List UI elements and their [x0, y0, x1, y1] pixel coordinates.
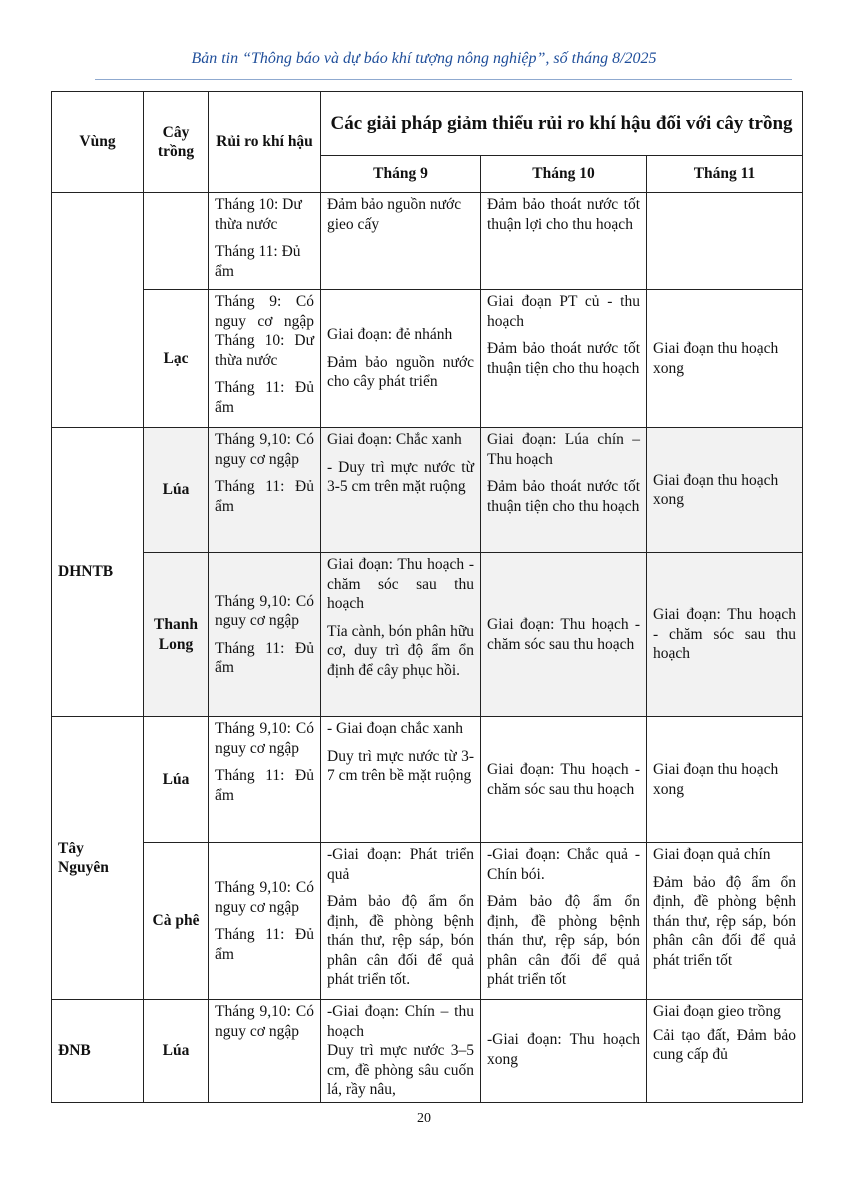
crop-cell: Lạc — [144, 290, 209, 428]
month9-cell: - Giai đoạn chắc xanh Duy trì mực nước từ 3-7 cm trên bề mặt ruộng — [321, 717, 481, 843]
region-cell: Tây Nguyên — [52, 717, 144, 1000]
month9-cell: Giai đoạn: đẻ nhánh Đảm bảo nguồn nước cho cây phát triển — [321, 290, 481, 428]
month10-cell: Giai đoạn: Thu hoạch - chăm sóc sau thu hoạch — [481, 717, 647, 843]
climate-risk-table — [51, 91, 803, 1103]
risk-cell: Tháng 9: Có nguy cơ ngập Tháng 10: Dư thừa nước Tháng 11: Đủ ẩm — [209, 290, 321, 428]
month11-cell: Giai đoạn thu hoạch xong — [647, 428, 803, 553]
month9-cell: Giai đoạn: Thu hoạch - chăm sóc sau thu hoạch Tỉa cành, bón phân hữu cơ, duy trì độ ẩm ổn định để cây phục hồi. — [321, 553, 481, 717]
region-cell: ĐNB — [52, 1000, 144, 1103]
month9-cell: -Giai đoạn: Phát triển quả Đảm bảo độ ẩm ổn định, đề phòng bệnh thán thư, rệp sáp, bón phân cân đối để quả phát triển tốt. — [321, 843, 481, 1000]
table-row — [52, 553, 803, 717]
col-header-crop: Cây trồng — [144, 92, 209, 193]
header-divider — [95, 79, 792, 80]
col-header-month10: Tháng 10 — [481, 156, 647, 193]
table-row — [52, 843, 803, 1000]
risk-cell: Tháng 10: Dư thừa nước Tháng 11: Đủ ẩm — [209, 193, 321, 290]
month11-cell: Giai đoạn gieo trồng Cải tạo đất, Đảm bảo cung cấp đủ — [647, 1000, 803, 1103]
month9-cell: -Giai đoạn: Chín – thu hoạch Duy trì mực nước 3–5 cm, đề phòng sâu cuốn lá, rầy nâu, — [321, 1000, 481, 1103]
col-header-month9: Tháng 9 — [321, 156, 481, 193]
col-header-solutions: Các giải pháp giảm thiểu rủi ro khí hậu đối với cây trồng — [321, 92, 803, 156]
table-row — [52, 1000, 803, 1103]
risk-cell: Tháng 9,10: Có nguy cơ ngập Tháng 11: Đủ ẩm — [209, 717, 321, 843]
table-row — [52, 428, 803, 553]
bulletin-header: Bản tin “Thông báo và dự báo khí tượng nông nghiệp”, số tháng 8/2025 — [191, 50, 657, 67]
month11-cell: Giai đoạn thu hoạch xong — [647, 717, 803, 843]
risk-cell: Tháng 9,10: Có nguy cơ ngập Tháng 11: Đủ ẩm — [209, 843, 321, 1000]
month10-cell: -Giai đoạn: Chắc quả - Chín bói. Đảm bảo độ ẩm ổn định, đề phòng bệnh thán thư, rệp sáp, bón phân cân đối để quả phát triển tốt — [481, 843, 647, 1000]
region-cell: DHNTB — [52, 428, 144, 717]
crop-cell: Thanh Long — [144, 553, 209, 717]
col-header-risk: Rủi ro khí hậu — [209, 92, 321, 193]
month10-cell: Đảm bảo thoát nước tốt thuận lợi cho thu hoạch — [481, 193, 647, 290]
month9-cell: Giai đoạn: Chắc xanh - Duy trì mực nước từ 3-5 cm trên mặt ruộng — [321, 428, 481, 553]
table-row — [52, 717, 803, 843]
page-number: 20 — [417, 1111, 431, 1126]
crop-cell — [144, 193, 209, 290]
risk-cell: Tháng 9,10: Có nguy cơ ngập Tháng 11: Đủ ẩm — [209, 428, 321, 553]
month10-cell: Giai đoạn: Lúa chín – Thu hoạch Đảm bảo thoát nước tốt thuận tiện cho thu hoạch — [481, 428, 647, 553]
month11-cell: Giai đoạn thu hoạch xong — [647, 290, 803, 428]
crop-cell: Lúa — [144, 717, 209, 843]
col-header-month11: Tháng 11 — [647, 156, 803, 193]
region-cell — [52, 193, 144, 428]
month10-cell: -Giai đoạn: Thu hoạch xong — [481, 1000, 647, 1103]
risk-cell: Tháng 9,10: Có nguy cơ ngập Tháng 11: Đủ ẩm — [209, 553, 321, 717]
crop-cell: Lúa — [144, 428, 209, 553]
table-row — [52, 290, 803, 428]
month11-cell — [647, 193, 803, 290]
month10-cell: Giai đoạn PT củ - thu hoạch Đảm bảo thoát nước tốt thuận tiện cho thu hoạch — [481, 290, 647, 428]
month10-cell: Giai đoạn: Thu hoạch - chăm sóc sau thu hoạch — [481, 553, 647, 717]
col-header-region: Vùng — [52, 92, 144, 193]
table-row — [52, 193, 803, 290]
month11-cell: Giai đoạn quả chín Đảm bảo độ ẩm ổn định, đề phòng bệnh thán thư, rệp sáp, bón phân cân đối để quả phát triển tốt — [647, 843, 803, 1000]
month9-cell: Đảm bảo nguồn nước gieo cấy — [321, 193, 481, 290]
risk-cell: Tháng 9,10: Có nguy cơ ngập — [209, 1000, 321, 1103]
month11-cell: Giai đoạn: Thu hoạch - chăm sóc sau thu hoạch — [647, 553, 803, 717]
crop-cell: Lúa — [144, 1000, 209, 1103]
crop-cell: Cà phê — [144, 843, 209, 1000]
